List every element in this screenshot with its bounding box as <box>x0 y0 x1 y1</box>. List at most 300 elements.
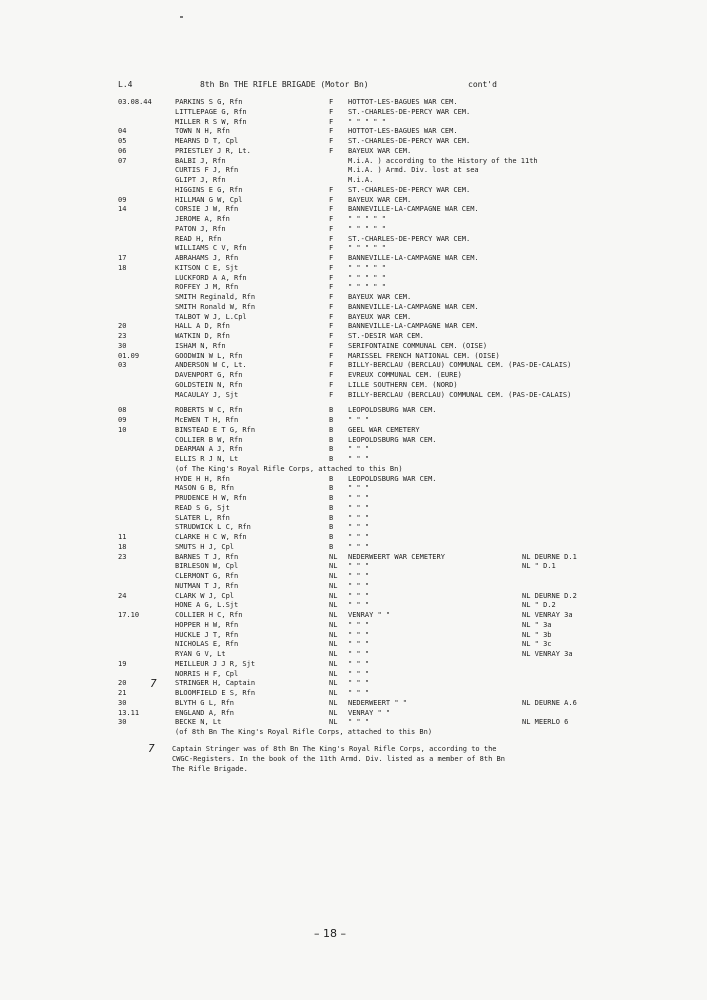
table-row <box>0 293 707 303</box>
cemetery-cell: " " " <box>348 523 370 532</box>
country-cell: F <box>329 107 334 116</box>
name-cell: READ H, Rfn <box>175 234 222 243</box>
date-cell: 09 <box>118 195 127 204</box>
country-cell: NL <box>329 630 338 639</box>
country-cell: F <box>329 215 334 223</box>
cemetery-cell: " " " <box>348 620 370 629</box>
cemetery-cell: M.i.A. ) according to the History of the 11th <box>348 156 538 165</box>
name-cell: NORRIS H F, Cpl <box>175 669 239 678</box>
date-cell: 18 <box>118 542 127 551</box>
name-cell: McEWEN T H, Rfn <box>175 416 239 424</box>
country-cell: B <box>329 513 334 522</box>
cemetery-cell: " " " <box>348 640 370 649</box>
table-row <box>0 274 707 284</box>
cemetery-cell: BILLY-BERCLAU (BERCLAU) COMMUNAL CEM. (PAS-DE-CALAIS) <box>348 390 572 399</box>
name-cell: ENGLAND A, Rfn <box>175 708 235 717</box>
cemetery-cell: " " " <box>348 650 370 658</box>
cemetery-cell: " " " <box>348 659 370 668</box>
name-cell: CLERMONT G, Rfn <box>175 572 239 580</box>
table-row <box>0 313 707 323</box>
cemetery-cell: BANNEVILLE-LA-CAMPAGNE WAR CEM. <box>348 254 479 262</box>
table-row <box>0 406 707 416</box>
table-row <box>0 514 707 524</box>
cemetery-cell: MARISSEL FRENCH NATIONAL CEM. (OISE) <box>348 351 500 360</box>
name-cell: BIRLESON W, Cpl <box>175 562 239 571</box>
country-cell: F <box>329 312 334 321</box>
date-cell: 08 <box>118 406 127 415</box>
casualty-list <box>0 98 707 738</box>
name-cell: HIGGINS E G, Rfn <box>175 185 243 194</box>
cemetery-cell: ST.-CHARLES-DE-PERCY WAR CEM. <box>348 137 471 145</box>
cemetery-cell: " " " <box>348 669 370 678</box>
cemetery-cell: " " " " " <box>348 273 386 282</box>
header-title: 8th Bn THE RIFLE BRIGADE (Motor Bn) <box>200 80 369 89</box>
grave-ref-cell: NL DEURNE A.6 <box>522 698 577 707</box>
date-cell: 07 <box>118 156 127 165</box>
country-cell: F <box>329 224 334 233</box>
cemetery-cell: " " " <box>348 581 370 590</box>
cemetery-cell: " " " " " <box>348 215 386 223</box>
country-cell: F <box>329 244 334 253</box>
scan-speck <box>180 16 183 18</box>
cemetery-cell: M.i.A. <box>348 176 374 184</box>
name-cell: KITSON C E, Sjt <box>175 263 239 272</box>
table-row <box>0 670 707 680</box>
date-cell: 03.08.44 <box>118 98 152 106</box>
country-cell: NL <box>329 601 338 610</box>
country-cell: NL <box>329 689 338 697</box>
name-cell: MEARNS D T, Cpl <box>175 137 239 145</box>
table-row <box>0 475 707 485</box>
country-cell: F <box>329 332 334 340</box>
grave-ref-cell: NL " D.2 <box>522 601 556 610</box>
table-row <box>0 523 707 533</box>
page-header <box>118 79 497 90</box>
name-cell: RYAN G V, Lt <box>175 650 226 658</box>
cemetery-cell: NEDERWEERT WAR CEMETERY <box>348 552 445 561</box>
cemetery-cell: BAYEUX WAR CEM. <box>348 146 412 155</box>
date-cell: 23 <box>118 552 127 561</box>
name-cell: HUCKLE J T, Rfn <box>175 630 239 639</box>
cemetery-cell: NEDERWEERT " " <box>348 698 408 707</box>
name-cell: JEROME A, Rfn <box>175 215 230 223</box>
table-row <box>0 361 707 371</box>
date-cell: 17.10 <box>118 611 140 619</box>
name-cell: ANDERSON W C, Lt. <box>175 361 247 370</box>
country-cell: F <box>329 137 334 145</box>
table-row <box>0 426 707 436</box>
cemetery-cell: BANNEVILLE-LA-CAMPAGNE WAR CEM. <box>348 322 479 331</box>
date-cell: 13.11 <box>118 708 140 717</box>
country-cell: F <box>329 146 334 155</box>
date-cell: 24 <box>118 591 127 600</box>
header-continued: cont'd <box>468 80 497 89</box>
name-cell: GOLDSTEIN N, Rfn <box>175 380 243 389</box>
name-cell: CLARKE H C W, Rfn <box>175 533 247 541</box>
cemetery-cell: " " " <box>348 630 370 639</box>
cemetery-cell: " " " " " <box>348 224 386 233</box>
name-cell: BINSTEAD E T G, Rfn <box>175 425 256 434</box>
table-row <box>0 504 707 514</box>
table-row <box>0 381 707 391</box>
table-row <box>0 205 707 215</box>
cemetery-cell: BAYEUX WAR CEM. <box>348 312 412 321</box>
name-cell: HOPPER H W, Rfn <box>175 620 239 629</box>
date-cell: 19 <box>118 659 127 668</box>
country-cell: F <box>329 371 334 379</box>
cemetery-cell: BAYEUX WAR CEM. <box>348 195 412 204</box>
country-cell: B <box>329 503 334 512</box>
name-cell: ELLIS R J N, Lt <box>175 455 239 463</box>
name-cell: MILLER R S W, Rfn <box>175 117 247 126</box>
name-cell: HONE A G, L.Sjt <box>175 601 239 610</box>
cemetery-cell: VENRAY " " <box>348 708 391 717</box>
cemetery-cell: " " " <box>348 533 370 541</box>
country-cell: B <box>329 474 334 483</box>
cemetery-cell: ST.-DESIR WAR CEM. <box>348 332 424 340</box>
table-row <box>0 572 707 582</box>
country-cell: F <box>329 117 334 126</box>
name-cell: READ S G, Sjt <box>175 503 230 512</box>
attachment-note: (of 8th Bn The King's Royal Rifle Corps, attached to this Bn) <box>175 728 433 736</box>
table-row <box>0 592 707 602</box>
table-row <box>0 244 707 254</box>
country-cell: F <box>329 380 334 389</box>
attachment-note-row <box>0 465 707 475</box>
cemetery-cell: " " " <box>348 503 370 512</box>
name-cell: WATKIN D, Rfn <box>175 332 230 340</box>
name-cell: SMITH Reginald, Rfn <box>175 293 256 301</box>
cemetery-cell: " " " <box>348 542 370 551</box>
date-cell: 21 <box>118 689 127 697</box>
table-row <box>0 283 707 293</box>
name-cell: MEILLEUR J J R, Sjt <box>175 659 256 668</box>
date-cell: 03 <box>118 361 127 370</box>
name-cell: BALBI J, Rfn <box>175 156 226 165</box>
table-row <box>0 127 707 137</box>
table-row <box>0 391 707 401</box>
table-row <box>0 176 707 186</box>
date-cell: 01.09 <box>118 351 140 360</box>
country-cell: NL <box>329 659 338 668</box>
cemetery-cell: GEEL WAR CEMETERY <box>348 425 420 434</box>
name-cell: BARNES T J, Rfn <box>175 552 239 561</box>
name-cell: HILLMAN G W, Cpl <box>175 195 243 204</box>
grave-ref-cell: NL " 3c <box>522 640 552 649</box>
country-cell: F <box>329 254 334 262</box>
table-row <box>0 108 707 118</box>
cemetery-cell: BAYEUX WAR CEM. <box>348 293 412 301</box>
cemetery-cell: " " " " " <box>348 263 386 272</box>
name-cell: COLLIER B W, Rfn <box>175 435 243 444</box>
name-cell: PRIESTLEY J R, Lt. <box>175 146 251 155</box>
header-code: L.4 <box>118 80 133 89</box>
name-cell: GLIPT J, Rfn <box>175 176 226 184</box>
country-cell: NL <box>329 698 338 707</box>
country-cell: B <box>329 435 334 444</box>
country-cell: F <box>329 390 334 399</box>
date-cell: 30 <box>118 698 127 707</box>
cemetery-cell: " " " <box>348 494 370 502</box>
table-row <box>0 137 707 147</box>
date-cell: 30 <box>118 341 127 350</box>
grave-ref-cell: NL MEERLO 6 <box>522 718 569 727</box>
cemetery-cell: " " " <box>348 689 370 697</box>
name-cell: HYDE H H, Rfn <box>175 474 230 483</box>
country-cell: NL <box>329 640 338 649</box>
name-cell: HALL A D, Rfn <box>175 322 230 331</box>
name-cell: COLLIER H C, Rfn <box>175 611 243 619</box>
cemetery-cell: " " " " " <box>348 283 386 292</box>
name-cell: BECKE N, Lt <box>175 718 222 727</box>
name-cell: SMUTS H J, Cpl <box>175 542 235 551</box>
name-cell: CLARK W J, Cpl <box>175 591 235 600</box>
name-cell: WILLIAMS C V, Rfn <box>175 244 247 253</box>
table-row <box>0 342 707 352</box>
country-cell: F <box>329 127 334 136</box>
table-row <box>0 582 707 592</box>
table-row <box>0 640 707 650</box>
country-cell: NL <box>329 679 338 688</box>
country-cell: B <box>329 445 334 454</box>
table-row <box>0 650 707 660</box>
country-cell: NL <box>329 572 338 580</box>
name-cell: DEARMAN A J, Rfn <box>175 445 243 454</box>
table-row <box>0 494 707 504</box>
date-cell: 10 <box>118 425 127 434</box>
cemetery-cell: " " " <box>348 513 370 522</box>
table-row <box>0 455 707 465</box>
name-cell: ISHAM N, Rfn <box>175 341 226 350</box>
date-cell: 18 <box>118 263 127 272</box>
name-cell: LUCKFORD A A, Rfn <box>175 273 247 282</box>
name-cell: SLATER L, Rfn <box>175 513 230 522</box>
date-cell: 14 <box>118 205 127 214</box>
cemetery-cell: HOTTOT-LES-BAGUES WAR CEM. <box>348 98 458 106</box>
date-cell: 11 <box>118 533 127 541</box>
cemetery-cell: ST.-CHARLES-DE-PERCY WAR CEM. <box>348 185 471 194</box>
cemetery-cell: " " " <box>348 572 370 580</box>
attachment-note-row <box>0 728 707 738</box>
name-cell: NICHOLAS E, Rfn <box>175 640 239 649</box>
table-row <box>0 254 707 264</box>
name-cell: STRUDWICK L C, Rfn <box>175 523 251 532</box>
country-cell: F <box>329 302 334 311</box>
grave-ref-cell: NL " 3b <box>522 630 552 639</box>
country-cell: NL <box>329 591 338 600</box>
country-cell: F <box>329 263 334 272</box>
grave-ref-cell: NL " 3a <box>522 620 552 629</box>
table-row <box>0 543 707 553</box>
country-cell: B <box>329 406 334 415</box>
country-cell: B <box>329 533 334 541</box>
country-cell: NL <box>329 718 338 727</box>
table-row <box>0 679 707 689</box>
country-cell: NL <box>329 669 338 678</box>
cemetery-cell: " " " <box>348 455 370 463</box>
table-row <box>0 332 707 342</box>
country-cell: B <box>329 455 334 463</box>
country-cell: F <box>329 185 334 194</box>
name-cell: ROFFEY J M, Rfn <box>175 283 239 292</box>
name-cell: BLOOMFIELD E S, Rfn <box>175 689 256 697</box>
cemetery-cell: LEOPOLDSBURG WAR CEM. <box>348 435 437 444</box>
table-row <box>0 533 707 543</box>
country-cell: B <box>329 542 334 551</box>
cemetery-cell: " " " <box>348 601 370 610</box>
table-row <box>0 98 707 108</box>
cemetery-cell: LILLE SOUTHERN CEM. (NORD) <box>348 380 458 389</box>
date-cell: 09 <box>118 416 127 424</box>
date-cell: 05 <box>118 137 127 145</box>
table-row <box>0 484 707 494</box>
name-cell: SMITH Ronald W, Rfn <box>175 302 256 311</box>
name-cell: MACAULAY J, Sjt <box>175 390 239 399</box>
table-row <box>0 611 707 621</box>
name-cell: STRINGER H, Captain <box>175 679 256 688</box>
date-cell: 23 <box>118 332 127 340</box>
table-row <box>0 264 707 274</box>
date-cell: 20 <box>118 679 127 688</box>
table-row <box>0 235 707 245</box>
name-cell: PATON J, Rfn <box>175 224 226 233</box>
country-cell: F <box>329 361 334 370</box>
page-number: – 18 – <box>314 927 346 940</box>
table-row <box>0 118 707 128</box>
name-cell: PRUDENCE H W, Rfn <box>175 494 247 502</box>
grave-ref-cell: NL " D.1 <box>522 562 556 571</box>
country-cell: B <box>329 523 334 532</box>
cemetery-cell: LEOPOLDSBURG WAR CEM. <box>348 474 437 483</box>
cemetery-cell: BANNEVILLE-LA-CAMPAGNE WAR CEM. <box>348 302 479 311</box>
footnote-mark: 7 <box>148 742 155 755</box>
country-cell: B <box>329 484 334 493</box>
table-row <box>0 601 707 611</box>
name-cell: DAVENPORT G, Rfn <box>175 371 243 379</box>
grave-ref-cell: NL VENRAY 3a <box>522 611 573 619</box>
table-row <box>0 322 707 332</box>
cemetery-cell: " " " " " <box>348 117 386 126</box>
table-row <box>0 196 707 206</box>
attachment-note: (of The King's Royal Rifle Corps, attached to this Bn) <box>175 464 403 473</box>
country-cell: F <box>329 283 334 292</box>
date-cell: 17 <box>118 254 127 262</box>
country-cell: F <box>329 205 334 214</box>
name-cell: ROBERTS W C, Rfn <box>175 406 243 415</box>
date-cell: 06 <box>118 146 127 155</box>
country-cell: F <box>329 195 334 204</box>
country-cell: F <box>329 293 334 301</box>
name-cell: PARKINS S G, Rfn <box>175 98 243 106</box>
cemetery-cell: LEOPOLDSBURG WAR CEM. <box>348 406 437 415</box>
country-cell: B <box>329 425 334 434</box>
name-cell: MASON G B, Rfn <box>175 484 235 493</box>
table-row <box>0 215 707 225</box>
cemetery-cell: VENRAY " " <box>348 611 391 619</box>
table-row <box>0 186 707 196</box>
country-cell: NL <box>329 562 338 571</box>
country-cell: NL <box>329 552 338 561</box>
table-row <box>0 621 707 631</box>
cemetery-cell: M.i.A. ) Armd. Div. lost at sea <box>348 166 479 175</box>
table-row <box>0 436 707 446</box>
cemetery-cell: SERIFONTAINE COMMUNAL CEM. (OISE) <box>348 341 488 350</box>
table-row <box>0 166 707 176</box>
cemetery-cell: " " " <box>348 445 370 454</box>
country-cell: NL <box>329 650 338 658</box>
name-cell: BLYTH G L, Rfn <box>175 698 235 707</box>
name-cell: ABRAHAMS J, Rfn <box>175 254 239 262</box>
cemetery-cell: HOTTOT-LES-BAGUES WAR CEM. <box>348 127 458 136</box>
name-cell: NUTMAN T J, Rfn <box>175 581 239 590</box>
cemetery-cell: " " " <box>348 416 370 424</box>
country-cell: F <box>329 322 334 331</box>
date-cell: 04 <box>118 127 127 136</box>
date-cell: 20 <box>118 322 127 331</box>
name-cell: GOODWIN W L, Rfn <box>175 351 243 360</box>
country-cell: F <box>329 341 334 350</box>
cemetery-cell: " " " <box>348 591 370 600</box>
country-cell: NL <box>329 611 338 619</box>
grave-ref-cell: NL VENRAY 3a <box>522 650 573 658</box>
table-row <box>0 631 707 641</box>
footnote-text: Captain Stringer was of 8th Bn The King's Royal Rifle Corps, according to the CWGC-Registers. In the book of the 11th Armd. Div. listed as a member of 8th Bn The Rifle Brigade. <box>172 745 505 773</box>
country-cell: NL <box>329 581 338 590</box>
country-cell: F <box>329 273 334 282</box>
cemetery-cell: EVREUX COMMUNAL CEM. (EURE) <box>348 371 462 379</box>
country-cell: NL <box>329 620 338 629</box>
cemetery-cell: ST.-CHARLES-DE-PERCY WAR CEM. <box>348 234 471 243</box>
footnote-reference: 7 <box>150 677 157 691</box>
grave-ref-cell: NL DEURNE D.1 <box>522 552 577 561</box>
country-cell: F <box>329 234 334 243</box>
table-row <box>0 225 707 235</box>
cemetery-cell: BANNEVILLE-LA-CAMPAGNE WAR CEM. <box>348 205 479 214</box>
name-cell: CURTIS F J, Rfn <box>175 166 239 175</box>
name-cell: TOWN N H, Rfn <box>175 127 230 136</box>
table-row <box>0 660 707 670</box>
table-row <box>0 157 707 167</box>
table-row <box>0 562 707 572</box>
table-row <box>0 352 707 362</box>
name-cell: LITTLEPAGE G, Rfn <box>175 107 247 116</box>
table-row <box>0 689 707 699</box>
table-row <box>0 718 707 728</box>
table-row <box>0 303 707 313</box>
cemetery-cell: " " " <box>348 679 370 688</box>
table-row <box>0 416 707 426</box>
country-cell: B <box>329 416 334 424</box>
country-cell: NL <box>329 708 338 717</box>
country-cell: F <box>329 351 334 360</box>
cemetery-cell: " " " <box>348 562 370 571</box>
grave-ref-cell: NL DEURNE D.2 <box>522 591 577 600</box>
table-row <box>0 147 707 157</box>
cemetery-cell: " " " " " <box>348 244 386 253</box>
table-row <box>0 445 707 455</box>
country-cell: B <box>329 494 334 502</box>
name-cell: TALBOT W J, L.Cpl <box>175 312 247 321</box>
table-row <box>0 699 707 709</box>
country-cell: F <box>329 98 334 106</box>
name-cell: CORSIE J W, Rfn <box>175 205 239 214</box>
date-cell: 30 <box>118 718 127 727</box>
cemetery-cell: " " " <box>348 484 370 493</box>
cemetery-cell: BILLY-BERCLAU (BERCLAU) COMMUNAL CEM. (PAS-DE-CALAIS) <box>348 361 572 370</box>
cemetery-cell: " " " <box>348 718 370 727</box>
table-row <box>0 709 707 719</box>
table-row <box>0 371 707 381</box>
